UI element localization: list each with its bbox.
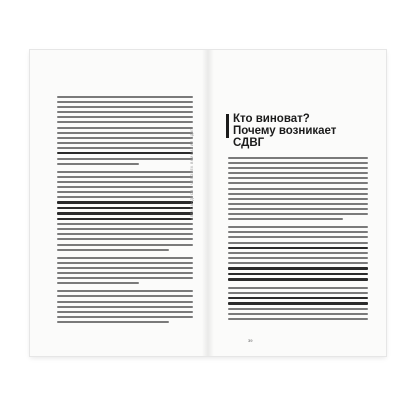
spine-text: АЛЕКСАНДРОВ • ЧЕЛОВЕК ВНИМАНИЯ СДВГ <box>190 128 194 220</box>
right-page <box>208 50 386 356</box>
right-page-text <box>228 157 368 323</box>
book-spread <box>30 50 386 356</box>
left-page <box>30 50 208 356</box>
left-page-text <box>57 96 193 326</box>
page-number: 39 <box>248 338 253 343</box>
heading-accent-bar <box>226 114 229 138</box>
chapter-heading-line-1: Кто виноват? <box>233 113 310 125</box>
chapter-heading-line-2: Почему возникает СДВГ <box>233 125 337 149</box>
chapter-heading <box>233 113 363 149</box>
